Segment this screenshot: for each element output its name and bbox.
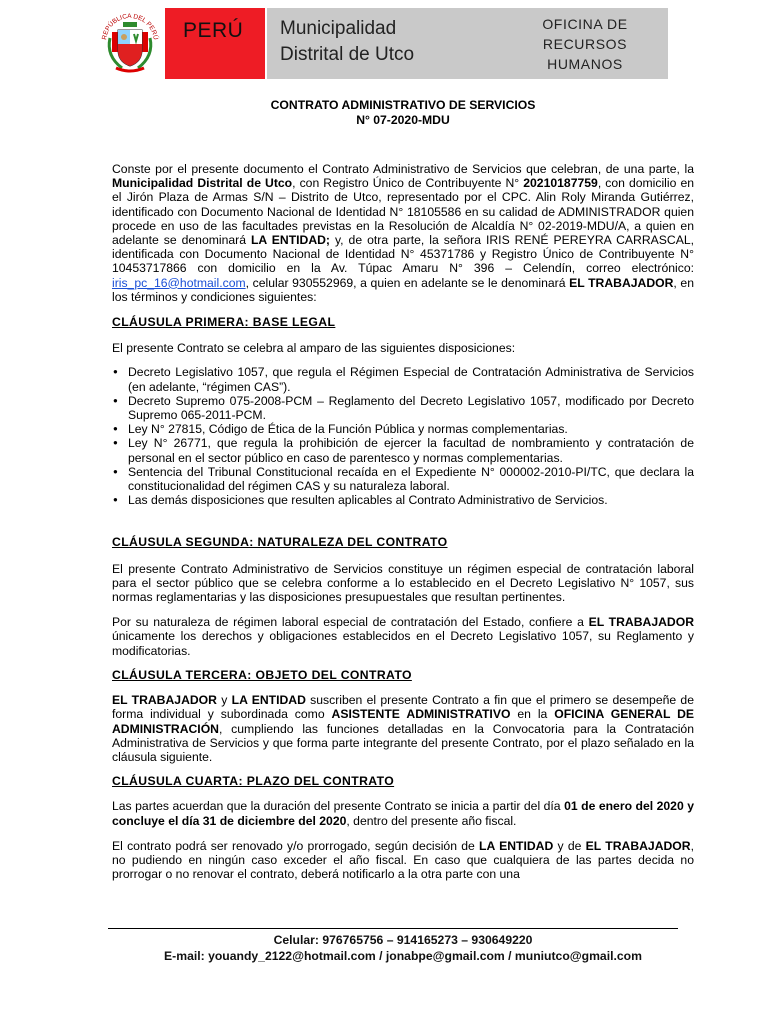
list-item: ● Ley N° 26771, que regula la prohibición de ejercer la facultad de nombramiento y contratación de personal en el sector público en caso de parentesco y normas complementarias.: [128, 436, 694, 464]
clause-1-lead: El presente Contrato se celebra al amparo de las siguientes disposiciones:: [112, 341, 516, 356]
clause-3-paragraph: EL TRABAJADOR y LA ENTIDAD suscriben el presente Contrato a fin que el primero se desempeñe de forma individual y subordinada como ASISTENTE ADMINISTRATIVO en la OFICINA GENERAL DE ADMINISTRACIÓN, cumpliendo las funciones detalladas en la Convocatoria para la Contratación Administrativa de Servicios y que forma parte integrante del presente Contrato, por el plazo señalado en la cláusula siguiente.: [112, 693, 695, 764]
legal-basis-list: [112, 365, 694, 507]
list-item: ● Sentencia del Tribunal Constitucional recaída en el Expediente N° 000002-2010-PI/TC, que declara la constitucionalidad del régimen CAS y su naturaleza laboral.: [128, 465, 694, 493]
intro-paragraph: Conste por el presente documento el Contrato Administrativo de Servicios que celebran, de una parte, la Municipalidad Distrital de Utco, con Registro Único de Contribuyente N° 20210187759, con domicilio en el Jirón Plaza de Armas S/N – Distrito de Utco, representado por el CPC. Alin Roly Miranda Gutiérrez, identificado con Documento Nacional de Identidad N° 18105586 en su calidad de ADMINISTRADOR quien procede en uso de las facultades previstas en la Resolución de Alcaldía N° 02-2019-MDU/A, a quien en adelante se denominará LA ENTIDAD; y, de otra parte, la señora IRIS RENÉ PEREYRA CARRASCAL, identificada con Documento Nacional de Identidad N° 45371786 y Registro Único de Contribuyente N° 10453717866 con domicilio en la Av. Túpac Amaru N° 396 – Celendín, correo electrónico: iris_pc_16@hotmail.com, celular 930552969, a quien en adelante se le denominará EL TRABAJADOR, en los términos y condiciones siguientes:: [112, 162, 694, 304]
footer-emails: E-mail: youandy_2122@hotmail.com / jonabpe@gmail.com / muniutco@gmail.com: [164, 949, 642, 963]
office-line1: OFICINA DE: [542, 16, 628, 32]
list-item: ● Decreto Supremo 075-2008-PCM – Reglamento del Decreto Legislativo 1057, modificado por Decreto Supremo 065-2011-PCM.: [128, 394, 694, 422]
clause-2-heading: CLÁUSULA SEGUNDA: NATURALEZA DEL CONTRATO: [112, 535, 448, 550]
clause-4-heading: CLÁUSULA CUARTA: PLAZO DEL CONTRATO: [112, 774, 395, 789]
email-link[interactable]: iris_pc_16@hotmail.com: [112, 275, 246, 290]
clause-3-heading: CLÁUSULA TERCERA: OBJETO DEL CONTRATO: [112, 667, 412, 682]
clause-1-heading: CLÁUSULA PRIMERA: BASE LEGAL: [112, 315, 336, 330]
office-name: [520, 14, 650, 74]
municipality-name-line2: Distrital de Utco: [280, 44, 415, 65]
coat-of-arms-seal: [96, 8, 164, 78]
contract-title: [112, 98, 694, 128]
country-label: PERÚ: [183, 19, 244, 42]
list-item: ● Las demás disposiciones que resulten aplicables al Contrato Administrativo de Servicios.: [128, 493, 694, 507]
clause-2-paragraph-2: Por su naturaleza de régimen laboral especial de contratación del Estado, confiere a EL TRABAJADOR únicamente los derechos y obligaciones establecidos en el Decreto Legislativo 1057, su Reglamento y modificatorias.: [112, 615, 694, 658]
clause-4-paragraph-1: Las partes acuerdan que la duración del presente Contrato se inicia a partir del día 01 de enero del 2020 y concluye el día 31 de diciembre del 2020, dentro del presente año fiscal.: [112, 799, 694, 828]
clause-2-paragraph-1: El presente Contrato Administrativo de Servicios constituye un régimen especial de contratación laboral para el sector público que se celebra conforme a lo establecido en el Decreto Legislativo N° 1057, sus normas reglamentarias y las disposiciones presupuestales que resultan pertinentes.: [112, 561, 694, 605]
contract-title-line1: CONTRATO ADMINISTRATIVO DE SERVICIOS: [270, 98, 536, 112]
contract-number: N° 07-2020-MDU: [356, 113, 450, 127]
footer-phones: Celular: 976765756 – 914165273 – 930649220: [273, 933, 533, 947]
contract-document: [112, 98, 694, 881]
footer-divider: [108, 928, 678, 929]
list-item: ● Ley N° 27815, Código de Ética de la Función Pública y normas complementarias.: [128, 422, 694, 436]
municipality-name-line1: Municipalidad: [280, 18, 397, 39]
office-line2: RECURSOS: [542, 36, 628, 52]
municipality-name: [280, 16, 414, 68]
list-item: ● Decreto Legislativo 1057, que regula el Régimen Especial de Contratación Administrativa de Servicios (en adelante, “régimen CAS”).: [128, 365, 694, 393]
svg-text:REPÚBLICA DEL PERÚ: REPÚBLICA DEL PERÚ: [101, 12, 159, 41]
clause-4-paragraph-2: El contrato podrá ser renovado y/o prorrogado, según decisión de LA ENTIDAD y de EL TRABAJADOR, no pudiendo en ningún caso exceder el año fiscal. En caso que cualquiera de las partes decida no prorrogar o no renovar el contrato, deberá notificarlo a la otra parte con una: [112, 838, 694, 882]
office-line3: HUMANOS: [547, 56, 623, 72]
